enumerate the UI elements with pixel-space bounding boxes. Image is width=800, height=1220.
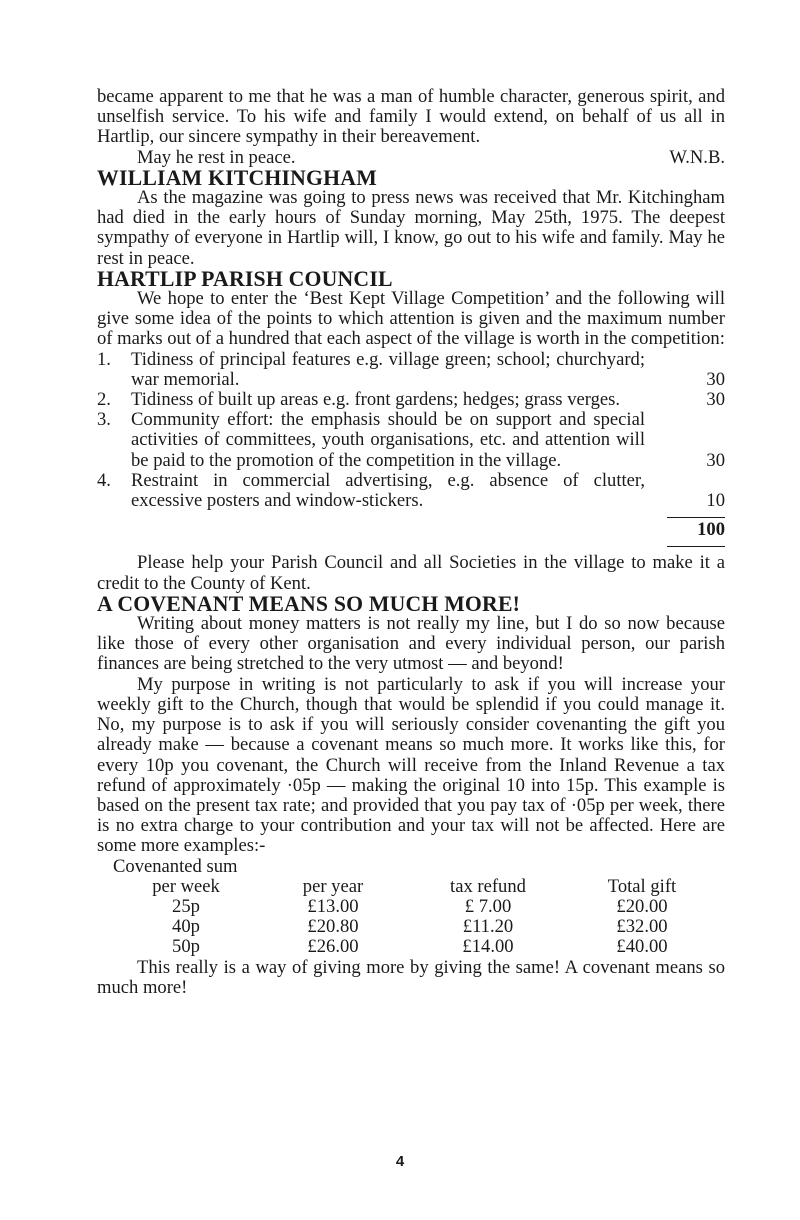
table-cell: £14.00 <box>462 936 514 958</box>
column-header: tax refund <box>450 875 526 897</box>
table-cell: £13.00 <box>307 895 359 917</box>
table-cell: £40.00 <box>616 936 668 958</box>
criteria-text: Restraint in commercial advertising, e.g. absence of clutter, excessive posters and window-stickers. <box>131 469 645 512</box>
criteria-total-row <box>97 511 725 553</box>
table-cell: 50p <box>172 936 200 958</box>
criteria-item <box>97 410 725 471</box>
criteria-text: Tidiness of principal features e.g. village green; school; churchyard; war memorial. <box>131 348 645 390</box>
council-intro: We hope to enter the ‘Best Kept Village Competition’ and the following will give some idea of the points to which attention is given and the maximum number of marks out of a hundred that each aspect of the village is worth in the competition: <box>97 288 725 350</box>
table-cell: £ 7.00 <box>464 895 512 917</box>
covenant-paragraph-1: Writing about money matters is not really my line, but I do so now because like those of every other organisation and every individual person, our parish finances are being stretched to the very utmost — and beyond! <box>97 613 725 675</box>
covenant-heading: A COVENANT MEANS SO MUCH MORE! <box>97 591 521 616</box>
table-cell: £20.00 <box>616 895 668 917</box>
column-header: per year <box>302 875 364 897</box>
table-cell: £32.00 <box>616 916 668 938</box>
table-cell: £20.80 <box>307 916 359 938</box>
criteria-points: 30 <box>706 449 725 471</box>
intro-signature: W.N.B. <box>669 146 725 168</box>
criteria-total: 100 <box>667 517 725 547</box>
criteria-number: 4. <box>97 469 111 491</box>
covenant-closing: This really is a way of giving more by giving the same! A covenant means so much more! <box>97 956 725 998</box>
criteria-number: 3. <box>97 409 111 431</box>
covenant-examples-table <box>97 857 725 958</box>
table-cell: 25p <box>172 895 200 917</box>
council-heading: HARTLIP PARISH COUNCIL <box>97 266 393 291</box>
kitchingham-heading: WILLIAM KITCHINGHAM <box>97 165 377 190</box>
table-caption: Covenanted sum <box>113 855 238 877</box>
criteria-item <box>97 471 725 511</box>
criteria-points: 30 <box>706 368 725 390</box>
covenant-paragraph-2: My purpose in writing is not particularly to ask if you will increase your weekly gift to the Church, though that would be splendid if you could manage it. No, my purpose is to ask if you will seriously consider covenanting the gift you already make — because a covenant means so much more. It works like this, for every 10p you covenant, the Church will receive from the Inland Revenue a tax refund of approximately ·05p — making the original 10 into 15p. This example is based on the present tax rate; and provided that you pay tax of ·05p per week, there is no extra charge to your contribution and your tax will not be affected. Here are some more examples:- <box>97 673 725 857</box>
council-outro: Please help your Parish Council and all Societies in the village to make it a credit to the County of Kent. <box>97 552 725 594</box>
kitchingham-paragraph: As the magazine was going to press news was received that Mr. Kitchingham had died in the early hours of Sunday morning, May 25th, 1975. The deepest sympathy of everyone in Hartlip will, I know, go out to his wife and family. May he rest in peace. <box>97 187 725 269</box>
intro-paragraph: became apparent to me that he was a man of humble character, generous spirit, and unselfish service. To his wife and family I would extend, on behalf of us all in Hartlip, our sincere sympathy in their bereavement. <box>97 86 725 148</box>
table-cell: £11.20 <box>462 916 514 938</box>
criteria-number: 2. <box>97 389 111 411</box>
criteria-item <box>97 350 725 390</box>
criteria-points: 30 <box>706 389 725 411</box>
criteria-number: 1. <box>97 348 111 370</box>
page-number: 4 <box>395 1153 405 1170</box>
table-row <box>97 937 725 957</box>
criteria-text: Community effort: the emphasis should be on support and special activities of committees, youth organisations, etc. and attention will be paid to the promotion of the competition in the village. <box>131 409 645 471</box>
criteria-list <box>97 350 725 512</box>
table-cell: 40p <box>172 916 200 938</box>
table-row <box>97 897 725 917</box>
intro-closing-line <box>97 148 725 168</box>
column-header: per week <box>152 875 220 897</box>
table-cell: £26.00 <box>307 936 359 958</box>
criteria-points: 10 <box>706 490 725 512</box>
column-header: Total gift <box>607 875 677 897</box>
criteria-item <box>97 390 725 410</box>
table-row <box>97 917 725 937</box>
criteria-text: Tidiness of built up areas e.g. front gardens; hedges; grass verges. <box>131 389 621 411</box>
intro-closing: May he rest in peace. <box>137 146 296 168</box>
table-header-row <box>97 877 725 897</box>
text-column <box>97 87 725 998</box>
